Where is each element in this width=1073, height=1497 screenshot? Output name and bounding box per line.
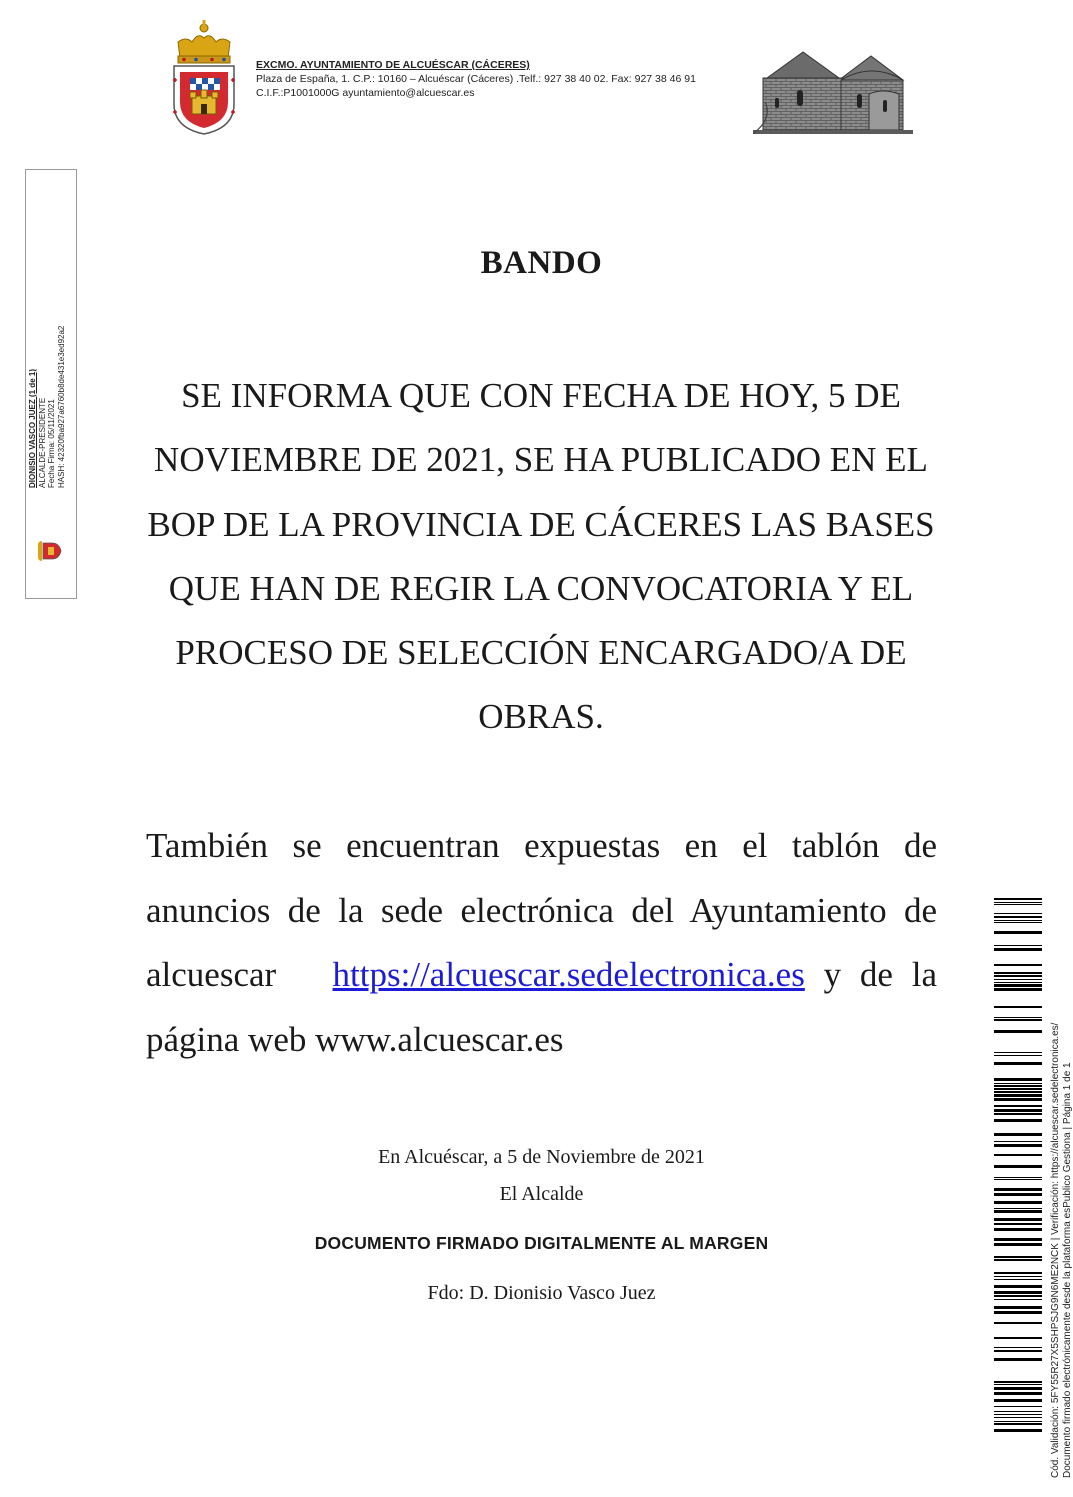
barcode-bar [994, 1299, 1042, 1300]
signer-name: Fdo: D. Dionisio Vasco Juez [427, 1282, 656, 1304]
barcode-bar [994, 1238, 1042, 1241]
barcode-bar [994, 898, 1042, 900]
barcode-bar [994, 1311, 1042, 1314]
barcode-bar [994, 1119, 1042, 1122]
barcode-bar [994, 1165, 1042, 1168]
barcode-bar [994, 1218, 1042, 1221]
barcode-bar [994, 1052, 1042, 1053]
sede-electronica-link[interactable]: https://alcuescar.sedelectronica.es [332, 955, 805, 994]
barcode-bar [994, 1188, 1042, 1191]
barcode-bar [994, 1091, 1042, 1093]
barcode-bar [994, 1085, 1042, 1087]
barcode-bar [994, 1350, 1042, 1352]
barcode-bar [994, 1098, 1042, 1101]
barcode-bar [994, 1421, 1042, 1422]
validation-text [1050, 878, 1073, 1478]
barcode-bar [994, 922, 1042, 923]
barcode-bar [994, 1062, 1042, 1065]
barcode-bar [994, 1358, 1042, 1361]
barcode-bar [994, 1055, 1042, 1056]
barcode-bar [994, 1387, 1042, 1390]
sign-hash: HASH: 42320fba927a6760b8de431e3ed92a2 [56, 325, 66, 488]
barcode-bar [994, 1030, 1042, 1033]
barcode-bar [994, 1259, 1042, 1261]
barcode-bar [994, 1019, 1042, 1021]
barcode-bar [994, 972, 1042, 974]
barcode-bar [994, 982, 1042, 983]
barcode-bar [994, 1306, 1042, 1309]
barcode-bar [994, 1384, 1042, 1385]
barcode-bar [994, 1109, 1042, 1112]
barcode-bar [994, 1256, 1042, 1258]
barcode-bar [994, 1279, 1042, 1280]
barcode-bar [994, 1337, 1042, 1339]
barcode-bar [994, 1083, 1042, 1084]
barcode-bar [994, 1210, 1042, 1213]
barcode-bar [994, 1177, 1042, 1178]
barcode-bar [994, 1094, 1042, 1097]
barcode-bar [994, 964, 1042, 966]
barcode-bar [994, 1088, 1042, 1090]
barcode-bar [994, 1154, 1042, 1156]
barcode-bar [994, 1285, 1042, 1288]
barcode-bar [994, 1113, 1042, 1115]
barcode-bar [994, 1322, 1042, 1324]
address-line: Plaza de España, 1. C.P.: 10160 – Alcuéscar (Cáceres) .Telf.: 927 38 40 02. Fax: 927 38 46 91 [256, 73, 696, 85]
barcode-bar [994, 1392, 1042, 1395]
organization-name: EXCMO. AYUNTAMIENTO DE ALCUÉSCAR (CÁCERES) [256, 59, 530, 71]
barcode-bar [994, 920, 1042, 921]
barcode-bar [994, 1179, 1042, 1180]
place-date: En Alcuéscar, a 5 de Noviembre de 2021 [378, 1146, 705, 1168]
barcode-bar [994, 1414, 1042, 1415]
barcode-bar [994, 904, 1042, 905]
barcode-bar [994, 1017, 1042, 1018]
barcode-bar [994, 902, 1042, 903]
body-paragraph [146, 814, 937, 1072]
barcode-bar [994, 1006, 1042, 1008]
barcode-bar [994, 1078, 1042, 1081]
barcode-bar [994, 1105, 1042, 1107]
barcode-bar [994, 1276, 1042, 1277]
sign-date: Fecha Firma: 05/11/2021 [47, 399, 56, 488]
letterhead [256, 58, 756, 100]
barcode-bar [994, 1417, 1042, 1418]
barcode-bar [994, 1133, 1042, 1136]
barcode-bar [994, 916, 1042, 918]
seal-icon [36, 540, 66, 562]
barcode-bar [994, 1193, 1042, 1196]
notice-text: SE INFORMA QUE CON FECHA DE HOY, 5 DE NOVIEMBRE DE 2021, SE HA PUBLICADO EN EL BOP DE LA PROVINCIA DE CÁCERES LAS BASES QUE HAN DE REGIR LA CONVOCATORIA Y EL PROCESO DE SELECCIÓN ENCARGADO/A DE OBRAS. [147, 376, 935, 737]
body-text-start: También se encuentran expuestas en el tablón de anuncios de la sede electrónica del Ayuntamiento de alcuescar [146, 826, 937, 994]
barcode-bar [994, 1347, 1042, 1348]
validation-platform: Documento firmado electrónicamente desde la plataforma esPublico Gestiona | Página 1 de 1 [1062, 1062, 1073, 1478]
barcode-bar [994, 1399, 1042, 1402]
barcode-bar [994, 1411, 1042, 1412]
barcode-bar [994, 1295, 1042, 1297]
document-title: BANDO [480, 245, 603, 281]
barcode-bar [994, 1381, 1042, 1383]
cif-line: C.I.F.:P1001000G ayuntamiento@alcuescar.es [256, 87, 475, 99]
barcode-bar [994, 948, 1042, 951]
barcode-bar [994, 984, 1042, 987]
validation-code: Cód. Validación: 5FY55R27X5SHPSJG9N6ME2NCK | Verificación: https://alcuescar.sedelectronica.es/ [1050, 1022, 1061, 1478]
barcode-bar [994, 1429, 1042, 1432]
barcode-bar [994, 988, 1042, 991]
barcode-bar [994, 1208, 1042, 1209]
barcode-bar [994, 1291, 1042, 1294]
signer-role-label: ALCALDE-PRESIDENTE [37, 397, 47, 488]
barcode-bar [994, 1141, 1042, 1142]
barcode-bar [994, 1201, 1042, 1204]
barcode-bar [994, 945, 1042, 946]
coat-of-arms-icon [168, 18, 240, 136]
barcode-bar [994, 1423, 1042, 1425]
barcode-bar [994, 975, 1042, 977]
barcode-bar [994, 1272, 1042, 1274]
barcode-bar [994, 1228, 1042, 1231]
church-photo [753, 42, 913, 134]
digital-signature-note: DOCUMENTO FIRMADO DIGITALMENTE AL MARGEN [314, 1233, 769, 1253]
signer-label: DIONISIO VASCO JUEZ (1 de 1) [28, 369, 37, 488]
signer-role: El Alcalde [499, 1183, 584, 1205]
signature-details [28, 188, 68, 488]
barcode-bar [994, 931, 1042, 934]
barcode-bar [994, 1144, 1042, 1147]
barcode-bar [994, 913, 1042, 914]
barcode-bar [994, 1406, 1042, 1407]
body-text-end: y de la página web www.alcuescar.es [146, 955, 938, 1059]
barcode-bar [994, 979, 1042, 980]
barcode-bar [994, 1243, 1042, 1246]
barcode-icon [994, 898, 1042, 1441]
barcode-bar [994, 1223, 1042, 1225]
